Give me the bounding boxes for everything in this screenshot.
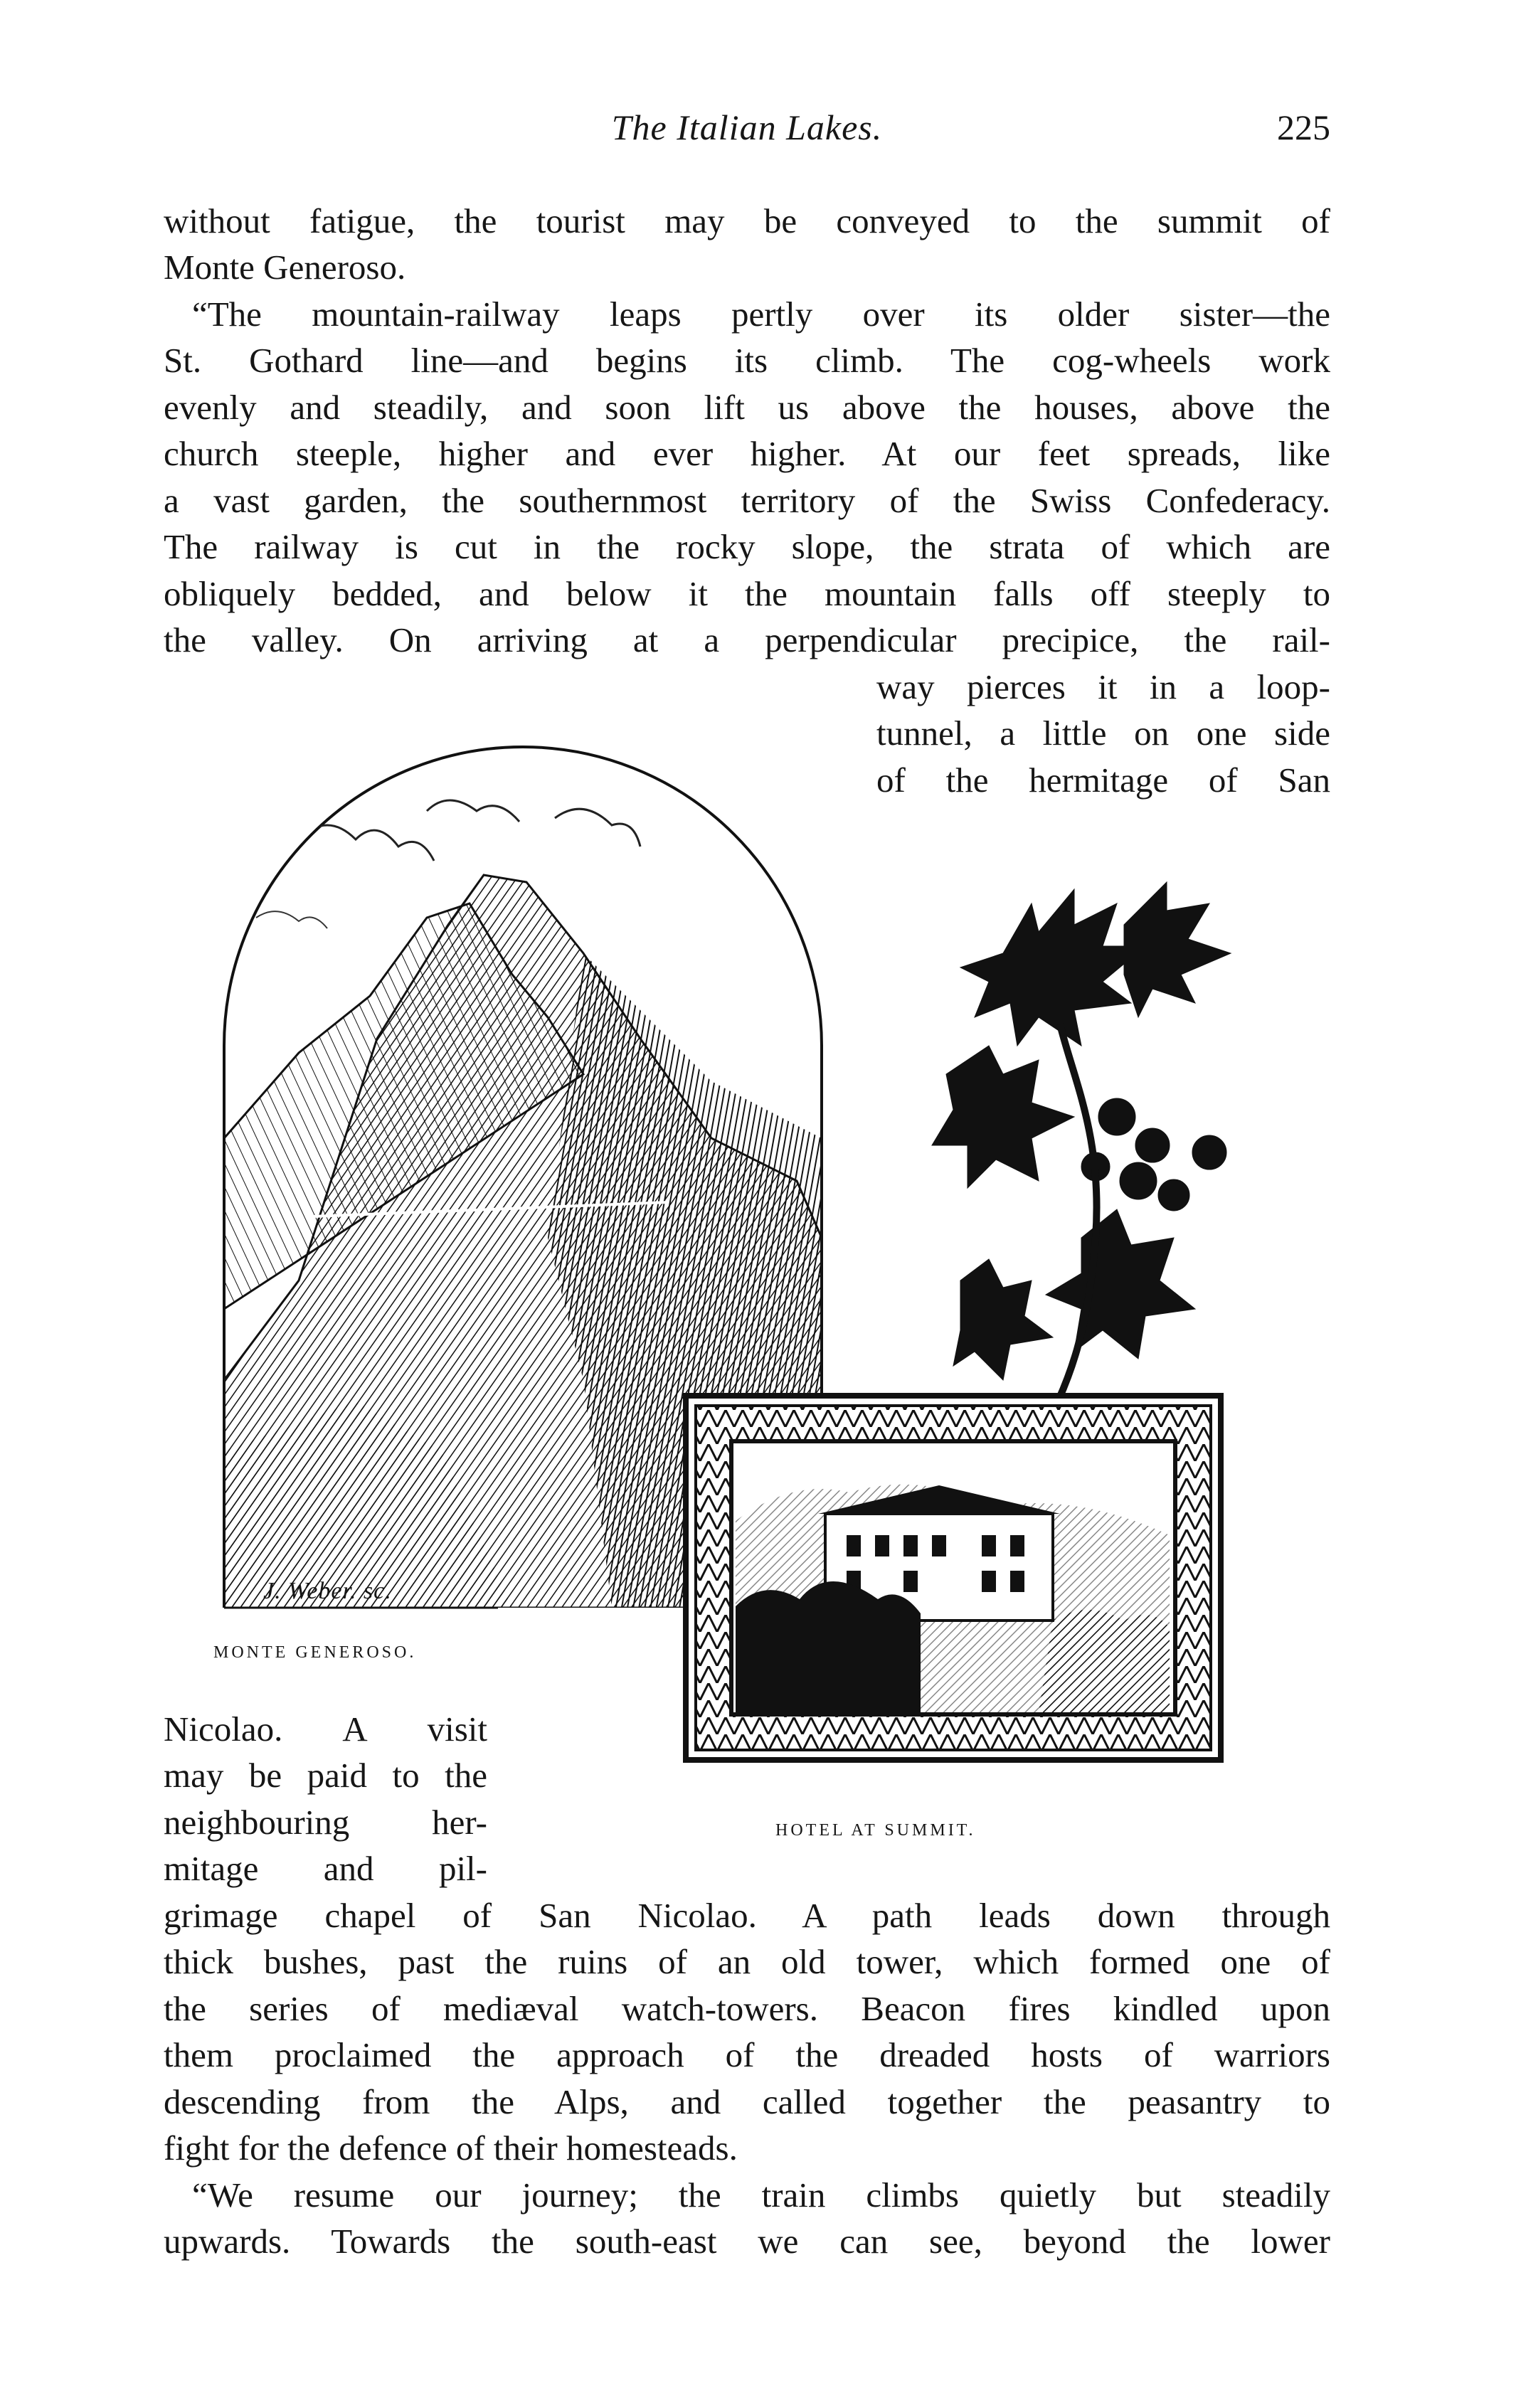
text-line: them proclaimed the approach of the dreaded hosts of warriors xyxy=(164,2035,1330,2074)
text-line: a vast garden, the southernmost territory of the Swiss Confederacy. xyxy=(164,481,1330,520)
text-line: without fatigue, the tourist may be conveyed to the summit of xyxy=(164,201,1330,240)
text-line: Monte Generoso. xyxy=(164,248,406,287)
engraver-signature: J. Weber. sc. xyxy=(263,1578,392,1604)
text-line: neighbouring her- xyxy=(164,1803,487,1842)
text-line: mitage and pil- xyxy=(164,1849,487,1888)
text-line: the valley. On arriving at a perpendicular precipice, the rail- xyxy=(164,620,1330,659)
mountain-caption: MONTE GENEROSO. xyxy=(213,1643,417,1662)
text-line: may be paid to the xyxy=(164,1756,487,1795)
text-line: obliquely bedded, and below it the mountain falls off steeply to xyxy=(164,574,1330,613)
text-line: the series of mediæval watch-towers. Beacon fires kindled upon xyxy=(164,1989,1330,2028)
text-line: upwards. Towards the south-east we can see, beyond the lower xyxy=(164,2222,1330,2261)
text-line: descending from the Alps, and called together the peasantry to xyxy=(164,2082,1330,2121)
page-number: 225 xyxy=(1277,107,1330,147)
text-line: fight for the defence of their homesteads. xyxy=(164,2128,738,2168)
text-line: The railway is cut in the rocky slope, the strata of which are xyxy=(164,527,1330,566)
text-line: grimage chapel of San Nicolao. A path leads down through xyxy=(164,1896,1330,1935)
text-line: tunnel, a little on one side xyxy=(876,714,1330,753)
text-line: evenly and steadily, and soon lift us above the houses, above the xyxy=(164,388,1330,427)
text-line: church steeple, higher and ever higher. At our feet spreads, like xyxy=(164,434,1330,473)
running-title: The Italian Lakes. xyxy=(611,107,883,147)
text-line: Nicolao. A visit xyxy=(164,1709,487,1749)
running-head xyxy=(164,107,1330,164)
text-line: “We resume our journey; the train climbs quietly but steadily xyxy=(192,2175,1330,2215)
text-line: of the hermitage of San xyxy=(876,760,1330,800)
text-line: “The mountain-railway leaps pertly over its older sister—the xyxy=(192,295,1330,334)
text-line: way pierces it in a loop- xyxy=(876,667,1330,706)
holly-branch-illustration xyxy=(918,839,1288,1465)
text-line: thick bushes, past the ruins of an old tower, which formed one of xyxy=(164,1942,1330,1981)
hotel-caption: HOTEL AT SUMMIT. xyxy=(775,1821,976,1840)
hotel-engraving xyxy=(683,1393,1224,1777)
text-line: St. Gothard line—and begins its climb. The cog-wheels work xyxy=(164,341,1330,380)
